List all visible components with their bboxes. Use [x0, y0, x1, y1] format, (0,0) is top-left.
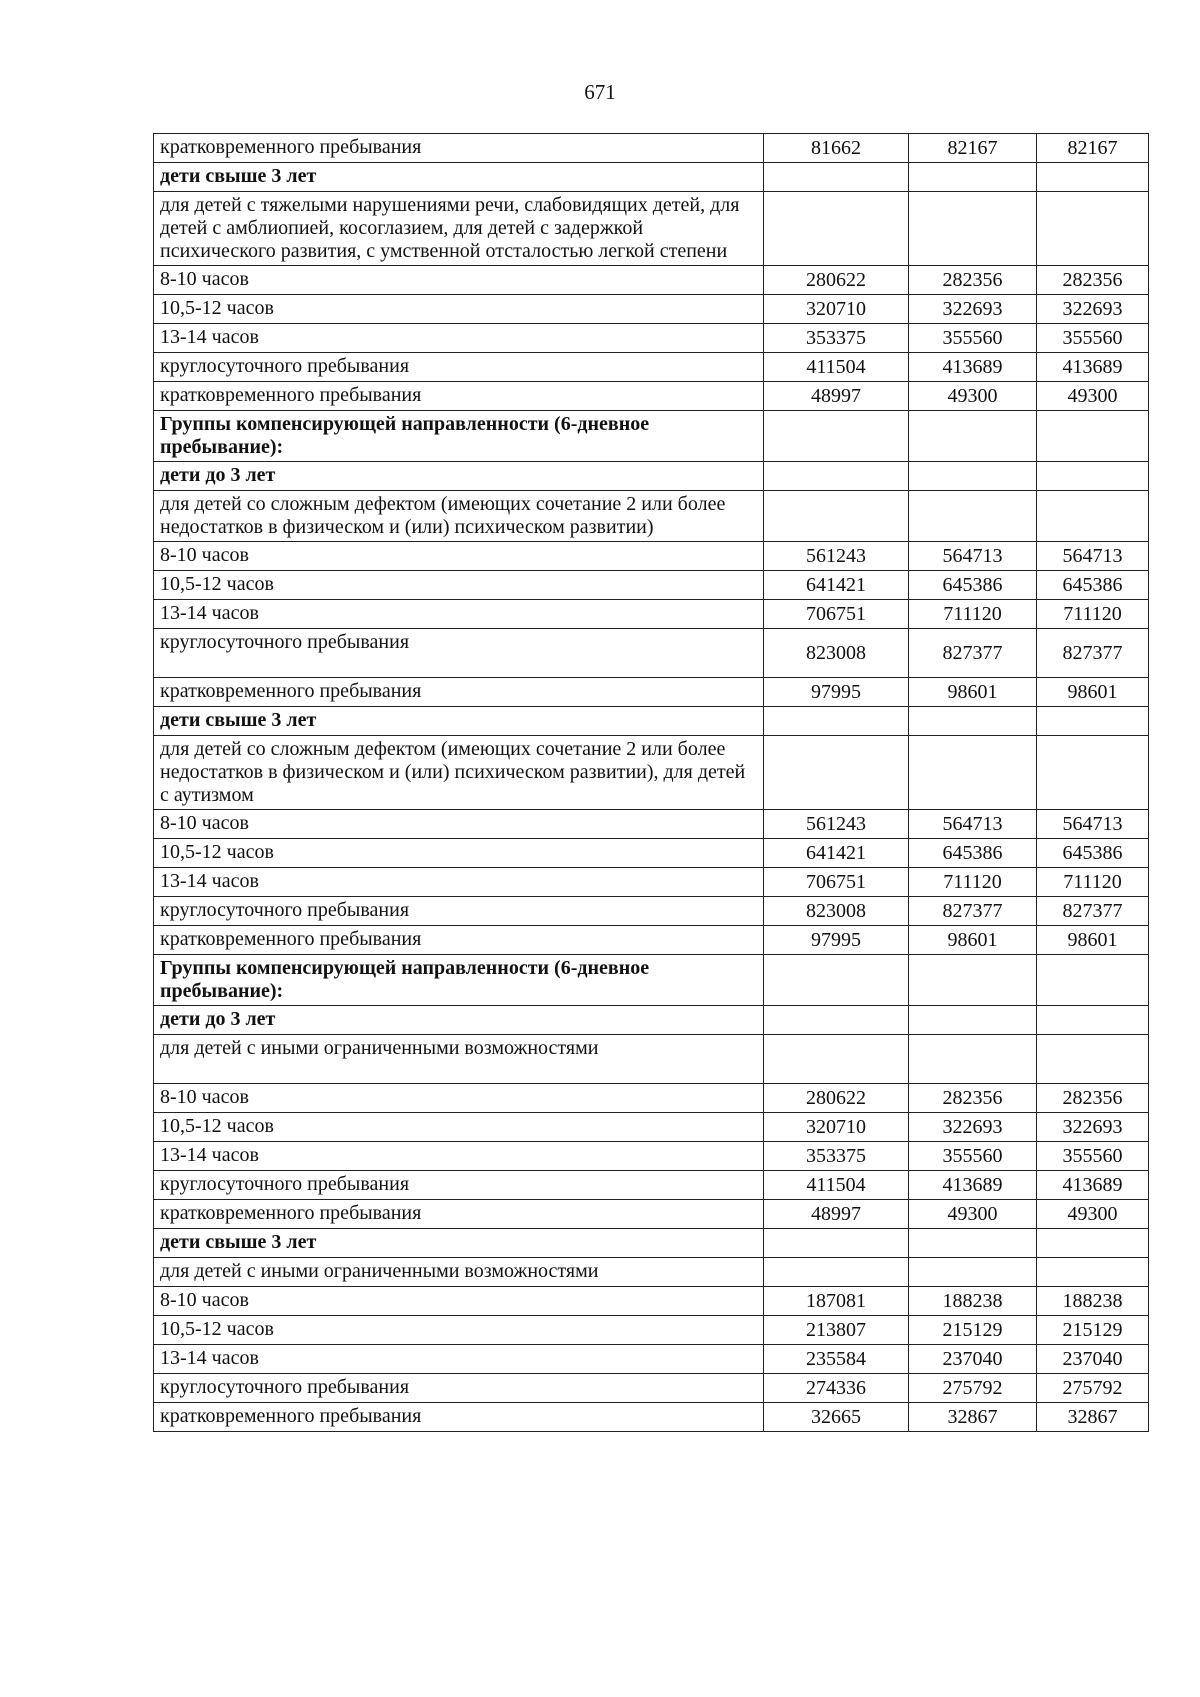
row-label: 10,5-12 часов — [154, 571, 764, 600]
page-number: 671 — [584, 80, 616, 104]
value-cell-3: 645386 — [1037, 839, 1149, 868]
row-label: 8-10 часов — [154, 1084, 764, 1113]
row-label: 13-14 часов — [154, 1142, 764, 1171]
value-cell-3 — [1037, 462, 1149, 491]
value-cell-1 — [764, 462, 909, 491]
value-cell-1: 187081 — [764, 1287, 909, 1316]
value-cell-3: 564713 — [1037, 810, 1149, 839]
value-cell-2 — [909, 955, 1037, 1006]
value-cell-2 — [909, 1006, 1037, 1035]
table-row — [154, 1403, 1149, 1432]
row-label: 13-14 часов — [154, 1345, 764, 1374]
value-cell-3 — [1037, 491, 1149, 542]
table-row — [154, 926, 1149, 955]
table-body — [154, 134, 1149, 1432]
value-cell-3: 355560 — [1037, 1142, 1149, 1171]
value-cell-3: 188238 — [1037, 1287, 1149, 1316]
value-cell-2 — [909, 462, 1037, 491]
table-row — [154, 955, 1149, 1006]
row-label: 10,5-12 часов — [154, 1113, 764, 1142]
row-label: Группы компенсирующей направленности (6-дневное пребывание): — [154, 955, 764, 1006]
value-cell-3: 282356 — [1037, 266, 1149, 295]
value-cell-2: 32867 — [909, 1403, 1037, 1432]
value-cell-1: 48997 — [764, 382, 909, 411]
value-cell-3 — [1037, 736, 1149, 810]
value-cell-3: 237040 — [1037, 1345, 1149, 1374]
value-cell-1: 32665 — [764, 1403, 909, 1432]
value-cell-1: 81662 — [764, 134, 909, 163]
row-label: круглосуточного пребывания — [154, 1374, 764, 1403]
value-cell-3: 49300 — [1037, 1200, 1149, 1229]
table-row — [154, 411, 1149, 462]
value-cell-1: 320710 — [764, 295, 909, 324]
value-cell-2: 413689 — [909, 353, 1037, 382]
table-row — [154, 353, 1149, 382]
row-label: 8-10 часов — [154, 1287, 764, 1316]
table-row — [154, 678, 1149, 707]
value-cell-2 — [909, 163, 1037, 192]
value-cell-2 — [909, 411, 1037, 462]
value-cell-1: 213807 — [764, 1316, 909, 1345]
row-label: круглосуточного пребывания — [154, 897, 764, 926]
value-cell-2 — [909, 1258, 1037, 1287]
value-cell-1: 320710 — [764, 1113, 909, 1142]
row-label: 10,5-12 часов — [154, 1316, 764, 1345]
table-row — [154, 192, 1149, 266]
table-row — [154, 462, 1149, 491]
value-cell-2: 282356 — [909, 1084, 1037, 1113]
value-cell-1: 706751 — [764, 868, 909, 897]
row-label: Группы компенсирующей направленности (6-дневное пребывание): — [154, 411, 764, 462]
table-row — [154, 1200, 1149, 1229]
value-cell-2: 827377 — [909, 629, 1037, 678]
value-cell-2: 355560 — [909, 1142, 1037, 1171]
value-cell-3: 275792 — [1037, 1374, 1149, 1403]
value-cell-2: 322693 — [909, 1113, 1037, 1142]
value-cell-2: 827377 — [909, 897, 1037, 926]
row-label: 8-10 часов — [154, 542, 764, 571]
value-cell-1 — [764, 491, 909, 542]
table-row — [154, 295, 1149, 324]
row-label: для детей с иными ограниченными возможностями — [154, 1258, 764, 1287]
value-cell-1: 706751 — [764, 600, 909, 629]
value-cell-1 — [764, 736, 909, 810]
table-row — [154, 266, 1149, 295]
table-row — [154, 839, 1149, 868]
row-label: круглосуточного пребывания — [154, 629, 764, 678]
value-cell-3: 711120 — [1037, 600, 1149, 629]
table-row — [154, 1084, 1149, 1113]
table-row — [154, 1171, 1149, 1200]
value-cell-1 — [764, 1035, 909, 1084]
row-label: 8-10 часов — [154, 266, 764, 295]
value-cell-1: 411504 — [764, 353, 909, 382]
value-cell-3: 32867 — [1037, 1403, 1149, 1432]
value-cell-3 — [1037, 1006, 1149, 1035]
row-label: дети свыше 3 лет — [154, 1229, 764, 1258]
value-cell-1: 97995 — [764, 926, 909, 955]
value-cell-2: 98601 — [909, 678, 1037, 707]
value-cell-2: 188238 — [909, 1287, 1037, 1316]
table-row — [154, 542, 1149, 571]
value-cell-2 — [909, 192, 1037, 266]
row-label: круглосуточного пребывания — [154, 353, 764, 382]
value-cell-3 — [1037, 163, 1149, 192]
value-cell-3 — [1037, 411, 1149, 462]
value-cell-2 — [909, 707, 1037, 736]
row-label: дети свыше 3 лет — [154, 163, 764, 192]
value-cell-1: 235584 — [764, 1345, 909, 1374]
table-row — [154, 1316, 1149, 1345]
row-label: дети до 3 лет — [154, 1006, 764, 1035]
row-label: 13-14 часов — [154, 600, 764, 629]
value-cell-3: 711120 — [1037, 868, 1149, 897]
value-cell-2: 275792 — [909, 1374, 1037, 1403]
table-row — [154, 1006, 1149, 1035]
table-row — [154, 600, 1149, 629]
value-cell-3: 355560 — [1037, 324, 1149, 353]
value-cell-1 — [764, 1006, 909, 1035]
value-cell-1 — [764, 411, 909, 462]
table-row — [154, 897, 1149, 926]
value-cell-3 — [1037, 707, 1149, 736]
value-cell-1: 823008 — [764, 629, 909, 678]
row-label: дети свыше 3 лет — [154, 707, 764, 736]
value-cell-3: 645386 — [1037, 571, 1149, 600]
row-label: для детей со сложным дефектом (имеющих сочетание 2 или более недостатков в физическом и (или) психическом развитии), для детей с аутизмом — [154, 736, 764, 810]
value-cell-1: 641421 — [764, 839, 909, 868]
value-cell-3 — [1037, 192, 1149, 266]
row-label: 13-14 часов — [154, 868, 764, 897]
table-row — [154, 163, 1149, 192]
table-row — [154, 707, 1149, 736]
value-cell-1 — [764, 707, 909, 736]
value-cell-3: 322693 — [1037, 1113, 1149, 1142]
value-cell-2: 237040 — [909, 1345, 1037, 1374]
value-cell-2: 711120 — [909, 868, 1037, 897]
row-label: для детей с тяжелыми нарушениями речи, слабовидящих детей, для детей с амблиопией, косоглазием, для детей с задержкой психического развития, с умственной отсталостью легкой степени — [154, 192, 764, 266]
value-cell-2: 645386 — [909, 571, 1037, 600]
value-cell-2: 322693 — [909, 295, 1037, 324]
value-cell-1: 48997 — [764, 1200, 909, 1229]
row-label: 10,5-12 часов — [154, 295, 764, 324]
table-row — [154, 1287, 1149, 1316]
table-row — [154, 810, 1149, 839]
value-cell-1: 823008 — [764, 897, 909, 926]
table-row — [154, 1345, 1149, 1374]
row-label: кратковременного пребывания — [154, 926, 764, 955]
value-cell-2 — [909, 1035, 1037, 1084]
value-cell-1: 411504 — [764, 1171, 909, 1200]
value-cell-3: 98601 — [1037, 678, 1149, 707]
table-row — [154, 1113, 1149, 1142]
table-row — [154, 134, 1149, 163]
table-row — [154, 736, 1149, 810]
value-cell-2: 82167 — [909, 134, 1037, 163]
value-cell-3 — [1037, 955, 1149, 1006]
value-cell-2 — [909, 1229, 1037, 1258]
value-cell-3 — [1037, 1035, 1149, 1084]
value-cell-1 — [764, 1229, 909, 1258]
value-cell-1: 561243 — [764, 810, 909, 839]
value-cell-1: 280622 — [764, 266, 909, 295]
value-cell-3: 215129 — [1037, 1316, 1149, 1345]
value-cell-2: 49300 — [909, 382, 1037, 411]
value-cell-2: 282356 — [909, 266, 1037, 295]
row-label: круглосуточного пребывания — [154, 1171, 764, 1200]
table-row — [154, 324, 1149, 353]
table-row — [154, 629, 1149, 678]
value-cell-1: 353375 — [764, 1142, 909, 1171]
value-cell-1: 280622 — [764, 1084, 909, 1113]
value-cell-1: 641421 — [764, 571, 909, 600]
table-row — [154, 868, 1149, 897]
table-row — [154, 1035, 1149, 1084]
value-cell-1 — [764, 1258, 909, 1287]
value-cell-2 — [909, 736, 1037, 810]
value-cell-2: 645386 — [909, 839, 1037, 868]
value-cell-1: 561243 — [764, 542, 909, 571]
row-label: 13-14 часов — [154, 324, 764, 353]
row-label: кратковременного пребывания — [154, 382, 764, 411]
value-cell-1: 274336 — [764, 1374, 909, 1403]
value-cell-3: 413689 — [1037, 353, 1149, 382]
value-cell-2: 413689 — [909, 1171, 1037, 1200]
tariff-table — [153, 133, 1149, 1432]
value-cell-1 — [764, 192, 909, 266]
value-cell-2: 355560 — [909, 324, 1037, 353]
table-row — [154, 491, 1149, 542]
value-cell-3: 282356 — [1037, 1084, 1149, 1113]
value-cell-1: 97995 — [764, 678, 909, 707]
value-cell-3: 413689 — [1037, 1171, 1149, 1200]
value-cell-3: 827377 — [1037, 897, 1149, 926]
row-label: 8-10 часов — [154, 810, 764, 839]
value-cell-2: 564713 — [909, 810, 1037, 839]
value-cell-1 — [764, 955, 909, 1006]
row-label: кратковременного пребывания — [154, 1403, 764, 1432]
value-cell-2: 98601 — [909, 926, 1037, 955]
row-label: кратковременного пребывания — [154, 1200, 764, 1229]
row-label: 10,5-12 часов — [154, 839, 764, 868]
table-row — [154, 1258, 1149, 1287]
value-cell-2: 711120 — [909, 600, 1037, 629]
row-label: для детей с иными ограниченными возможностями — [154, 1035, 764, 1084]
table-row — [154, 1229, 1149, 1258]
value-cell-3: 322693 — [1037, 295, 1149, 324]
value-cell-2 — [909, 491, 1037, 542]
value-cell-2: 564713 — [909, 542, 1037, 571]
value-cell-3: 827377 — [1037, 629, 1149, 678]
value-cell-1: 353375 — [764, 324, 909, 353]
value-cell-3: 82167 — [1037, 134, 1149, 163]
table-row — [154, 1142, 1149, 1171]
table-row — [154, 382, 1149, 411]
row-label: дети до 3 лет — [154, 462, 764, 491]
row-label: кратковременного пребывания — [154, 678, 764, 707]
value-cell-3: 98601 — [1037, 926, 1149, 955]
value-cell-2: 215129 — [909, 1316, 1037, 1345]
value-cell-1 — [764, 163, 909, 192]
value-cell-3 — [1037, 1258, 1149, 1287]
value-cell-2: 49300 — [909, 1200, 1037, 1229]
table-row — [154, 1374, 1149, 1403]
row-label: кратковременного пребывания — [154, 134, 764, 163]
table-row — [154, 571, 1149, 600]
value-cell-3 — [1037, 1229, 1149, 1258]
value-cell-3: 49300 — [1037, 382, 1149, 411]
value-cell-3: 564713 — [1037, 542, 1149, 571]
row-label: для детей со сложным дефектом (имеющих сочетание 2 или более недостатков в физическом и (или) психическом развитии) — [154, 491, 764, 542]
